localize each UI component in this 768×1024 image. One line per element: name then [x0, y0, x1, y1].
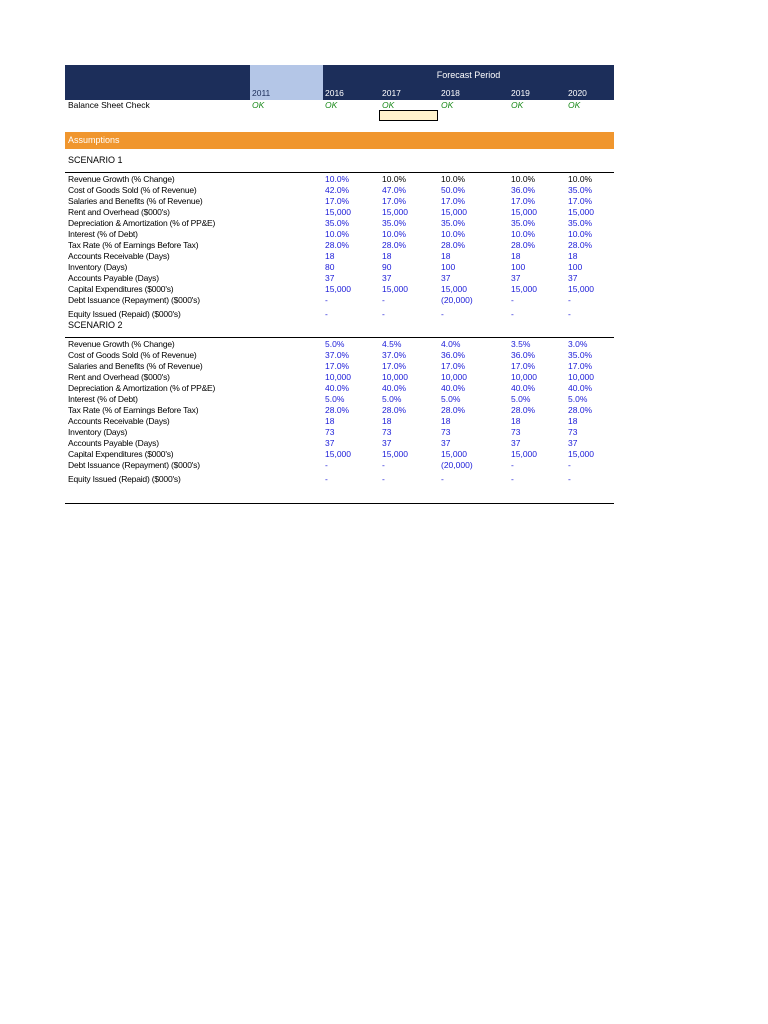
assumption-input-cell[interactable]: 15,000 [325, 284, 351, 294]
assumption-input-cell[interactable]: 18 [511, 251, 521, 261]
assumption-input-cell[interactable]: 73 [382, 427, 392, 437]
assumption-row [65, 474, 614, 485]
assumption-input-cell[interactable]: 47.0% [382, 185, 407, 195]
assumption-input-cell[interactable]: 5.0% [568, 394, 588, 404]
assumption-row [65, 361, 614, 372]
assumption-label: Revenue Growth (% Change) [68, 174, 175, 184]
assumption-input-cell[interactable]: 17.0% [382, 361, 407, 371]
assumption-input-cell[interactable]: 28.0% [325, 240, 350, 250]
assumption-input-cell[interactable]: - [568, 460, 571, 470]
scenario-divider [65, 172, 614, 173]
assumption-input-cell[interactable]: 15,000 [441, 449, 467, 459]
assumption-input-cell[interactable]: 3.5% [511, 339, 531, 349]
assumption-input-cell[interactable]: 15,000 [441, 207, 467, 217]
assumption-input-cell[interactable]: 15,000 [325, 449, 351, 459]
assumption-input-cell[interactable]: - [511, 309, 514, 319]
assumption-input-cell[interactable]: 37 [382, 273, 392, 283]
assumption-row [65, 273, 614, 284]
assumption-row [65, 438, 614, 449]
assumption-row [65, 383, 614, 394]
assumption-input-cell[interactable]: 35.0% [568, 218, 593, 228]
assumption-input-cell[interactable]: 28.0% [325, 405, 350, 415]
assumption-input-cell[interactable]: 100 [511, 262, 526, 272]
assumption-input-cell[interactable]: 15,000 [382, 284, 408, 294]
assumption-input-cell[interactable]: 28.0% [441, 405, 466, 415]
balance-sheet-check-label: Balance Sheet Check [68, 100, 150, 110]
assumption-row [65, 295, 614, 306]
assumption-input-cell[interactable]: 10.0% [325, 229, 350, 239]
assumption-label: Depreciation & Amortization (% of PP&E) [68, 218, 216, 228]
assumption-input-cell[interactable]: - [568, 474, 571, 484]
assumption-row [65, 339, 614, 350]
assumption-row [65, 427, 614, 438]
year-header: 2020 [568, 88, 587, 98]
assumption-label: Cost of Goods Sold (% of Revenue) [68, 350, 197, 360]
assumption-input-cell[interactable]: - [325, 474, 328, 484]
year-header: 2011 [252, 88, 271, 98]
scenario-divider [65, 337, 614, 338]
assumption-input-cell[interactable]: 17.0% [568, 196, 593, 206]
assumption-input-cell[interactable]: 37.0% [382, 350, 407, 360]
assumption-input-cell[interactable]: 28.0% [382, 240, 407, 250]
assumption-input-cell[interactable]: 37 [441, 438, 451, 448]
assumption-label: Accounts Payable (Days) [68, 438, 159, 448]
assumption-label: Capital Expenditures ($000's) [68, 284, 174, 294]
assumption-row [65, 416, 614, 427]
balance-check-status: OK [325, 100, 338, 110]
assumption-input-cell[interactable]: 50.0% [441, 185, 466, 195]
assumption-input-cell[interactable]: 40.0% [382, 383, 407, 393]
assumptions-label: Assumptions [68, 135, 120, 145]
assumption-input-cell[interactable]: 28.0% [511, 405, 536, 415]
assumption-input-cell[interactable]: 18 [511, 416, 521, 426]
assumption-input-cell[interactable]: 36.0% [511, 185, 536, 195]
assumption-input-cell[interactable]: (20,000) [441, 295, 473, 305]
assumption-input-cell[interactable]: 37 [568, 438, 578, 448]
assumption-label: Debt Issuance (Repayment) ($000's) [68, 460, 200, 470]
assumption-input-cell[interactable]: 15,000 [511, 449, 537, 459]
assumption-input-cell[interactable]: 100 [568, 262, 583, 272]
assumption-row [65, 394, 614, 405]
assumption-input-cell[interactable]: 73 [568, 427, 578, 437]
forecast-period-title: Forecast Period [436, 70, 501, 80]
assumption-input-cell[interactable]: 18 [382, 251, 392, 261]
assumption-input-cell[interactable]: 17.0% [441, 361, 466, 371]
assumption-label: Inventory (Days) [68, 427, 128, 437]
assumption-input-cell[interactable]: 10.0% [441, 174, 466, 184]
assumption-label: Depreciation & Amortization (% of PP&E) [68, 383, 216, 393]
year-header: 2016 [325, 88, 344, 98]
assumption-input-cell[interactable]: 36.0% [511, 350, 536, 360]
assumption-row [65, 196, 614, 207]
assumption-input-cell[interactable]: 18 [325, 416, 335, 426]
assumption-input-cell[interactable]: 28.0% [441, 240, 466, 250]
assumption-input-cell[interactable]: 28.0% [511, 240, 536, 250]
assumption-input-cell[interactable]: 15,000 [382, 449, 408, 459]
assumption-input-cell[interactable]: - [325, 460, 328, 470]
assumption-label: Interest (% of Debt) [68, 229, 138, 239]
assumption-input-cell[interactable]: 15,000 [511, 207, 537, 217]
assumption-label: Tax Rate (% of Earnings Before Tax) [68, 405, 199, 415]
assumption-label: Accounts Payable (Days) [68, 273, 159, 283]
assumption-label: Rent and Overhead ($000's) [68, 207, 170, 217]
assumption-input-cell[interactable]: 37 [511, 438, 521, 448]
assumption-row [65, 309, 614, 320]
assumption-input-cell[interactable]: 18 [441, 251, 451, 261]
assumptions-bar [65, 132, 614, 149]
assumption-label: Rent and Overhead ($000's) [68, 372, 170, 382]
assumption-input-cell[interactable]: 10,000 [325, 372, 351, 382]
assumption-input-cell[interactable]: 28.0% [382, 405, 407, 415]
assumption-input-cell[interactable]: 35.0% [325, 218, 350, 228]
assumption-input-cell[interactable]: 35.0% [568, 350, 593, 360]
assumption-input-cell[interactable]: 18 [568, 251, 578, 261]
balance-check-status: OK [382, 100, 395, 110]
assumption-input-cell[interactable]: 18 [441, 416, 451, 426]
assumption-input-cell[interactable]: 5.0% [325, 339, 345, 349]
assumption-input-cell[interactable]: 28.0% [568, 405, 593, 415]
assumption-input-cell[interactable]: 37 [382, 438, 392, 448]
scenario-title: SCENARIO 1 [68, 155, 123, 165]
assumption-input-cell[interactable]: 10.0% [568, 174, 593, 184]
assumption-input-cell[interactable]: 37 [325, 438, 335, 448]
assumption-input-cell[interactable]: 100 [441, 262, 456, 272]
assumption-input-cell[interactable]: 4.5% [382, 339, 402, 349]
assumption-input-cell[interactable]: 35.0% [568, 185, 593, 195]
assumption-input-cell[interactable]: - [568, 309, 571, 319]
assumption-label: Accounts Receivable (Days) [68, 416, 170, 426]
assumption-label: Debt Issuance (Repayment) ($000's) [68, 295, 200, 305]
assumption-label: Tax Rate (% of Earnings Before Tax) [68, 240, 199, 250]
year-header: 2017 [382, 88, 401, 98]
assumption-input-cell[interactable]: 10,000 [568, 372, 594, 382]
assumption-row [65, 229, 614, 240]
assumption-input-cell[interactable]: (20,000) [441, 460, 473, 470]
assumption-input-cell[interactable]: 10.0% [568, 229, 593, 239]
assumption-row [65, 240, 614, 251]
assumption-input-cell[interactable]: 10.0% [382, 174, 407, 184]
year-header: 2018 [441, 88, 460, 98]
balance-check-status: OK [568, 100, 581, 110]
assumption-input-cell[interactable]: 10.0% [325, 174, 350, 184]
assumption-input-cell[interactable]: 5.0% [382, 394, 402, 404]
assumption-input-cell[interactable]: 5.0% [511, 394, 531, 404]
assumption-input-cell[interactable]: 36.0% [441, 350, 466, 360]
scenario-selector-cell[interactable] [379, 110, 438, 121]
assumption-input-cell[interactable]: - [382, 295, 385, 305]
assumption-row [65, 460, 614, 471]
assumption-input-cell[interactable]: 10.0% [511, 229, 536, 239]
assumption-input-cell[interactable]: 40.0% [568, 383, 593, 393]
assumption-input-cell[interactable]: 5.0% [325, 394, 345, 404]
assumption-input-cell[interactable]: - [325, 309, 328, 319]
assumption-input-cell[interactable]: 90 [382, 262, 392, 272]
assumption-input-cell[interactable]: 35.0% [382, 218, 407, 228]
assumption-input-cell[interactable]: 10.0% [511, 174, 536, 184]
assumption-input-cell[interactable]: 28.0% [568, 240, 593, 250]
assumption-input-cell[interactable]: 42.0% [325, 185, 350, 195]
assumption-input-cell[interactable]: 37 [441, 273, 451, 283]
assumption-label: Salaries and Benefits (% of Revenue) [68, 196, 203, 206]
assumption-row [65, 218, 614, 229]
assumption-input-cell[interactable]: 10,000 [441, 372, 467, 382]
assumption-label: Capital Expenditures ($000's) [68, 449, 174, 459]
assumption-label: Inventory (Days) [68, 262, 128, 272]
scenario-title: SCENARIO 2 [68, 320, 123, 330]
assumption-input-cell[interactable]: 17.0% [568, 361, 593, 371]
assumption-input-cell[interactable]: 40.0% [511, 383, 536, 393]
assumption-row [65, 262, 614, 273]
bottom-divider [65, 503, 614, 504]
assumption-input-cell[interactable]: 15,000 [441, 284, 467, 294]
assumption-input-cell[interactable]: 15,000 [382, 207, 408, 217]
assumption-input-cell[interactable]: 35.0% [441, 218, 466, 228]
assumption-row [65, 449, 614, 460]
assumption-label: Interest (% of Debt) [68, 394, 138, 404]
assumption-input-cell[interactable]: 73 [441, 427, 451, 437]
assumption-input-cell[interactable]: 18 [382, 416, 392, 426]
assumption-label: Accounts Receivable (Days) [68, 251, 170, 261]
assumption-input-cell[interactable]: - [511, 460, 514, 470]
assumption-input-cell[interactable]: 10.0% [382, 229, 407, 239]
assumption-input-cell[interactable]: 80 [325, 262, 335, 272]
assumption-input-cell[interactable]: - [441, 474, 444, 484]
assumption-input-cell[interactable]: 17.0% [325, 196, 350, 206]
assumption-row [65, 185, 614, 196]
balance-check-status: OK [511, 100, 524, 110]
assumption-input-cell[interactable]: 37.0% [325, 350, 350, 360]
assumption-input-cell[interactable]: 15,000 [568, 207, 594, 217]
assumption-input-cell[interactable]: 4.0% [441, 339, 461, 349]
assumption-input-cell[interactable]: 3.0% [568, 339, 588, 349]
assumption-label: Cost of Goods Sold (% of Revenue) [68, 185, 197, 195]
assumption-label: Equity Issued (Repaid) ($000's) [68, 309, 181, 319]
balance-check-status: OK [252, 100, 265, 110]
assumption-row [65, 174, 614, 185]
assumption-input-cell[interactable]: 15,000 [568, 449, 594, 459]
assumption-row [65, 405, 614, 416]
assumption-row [65, 251, 614, 262]
assumption-input-cell[interactable]: - [511, 474, 514, 484]
assumption-input-cell[interactable]: - [325, 295, 328, 305]
assumption-input-cell[interactable]: 10,000 [511, 372, 537, 382]
assumption-input-cell[interactable]: 5.0% [441, 394, 461, 404]
assumption-input-cell[interactable]: 17.0% [325, 361, 350, 371]
assumption-input-cell[interactable]: 73 [325, 427, 335, 437]
assumption-row [65, 207, 614, 218]
assumption-row [65, 372, 614, 383]
assumption-input-cell[interactable]: - [382, 474, 385, 484]
assumption-input-cell[interactable]: 40.0% [441, 383, 466, 393]
assumption-input-cell[interactable]: 35.0% [511, 218, 536, 228]
assumption-input-cell[interactable]: 17.0% [382, 196, 407, 206]
assumption-label: Equity Issued (Repaid) ($000's) [68, 474, 181, 484]
assumption-input-cell[interactable]: 15,000 [511, 284, 537, 294]
assumption-input-cell[interactable]: 15,000 [568, 284, 594, 294]
assumption-input-cell[interactable]: 37 [325, 273, 335, 283]
year-header: 2019 [511, 88, 530, 98]
assumption-input-cell[interactable]: 17.0% [511, 361, 536, 371]
assumption-input-cell[interactable]: 37 [568, 273, 578, 283]
assumption-row [65, 350, 614, 361]
assumption-input-cell[interactable]: 10,000 [382, 372, 408, 382]
assumption-input-cell[interactable]: - [441, 309, 444, 319]
assumption-label: Revenue Growth (% Change) [68, 339, 175, 349]
assumption-input-cell[interactable]: 73 [511, 427, 521, 437]
assumption-input-cell[interactable]: 18 [568, 416, 578, 426]
balance-check-status: OK [441, 100, 454, 110]
assumption-label: Salaries and Benefits (% of Revenue) [68, 361, 203, 371]
assumption-input-cell[interactable]: 40.0% [325, 383, 350, 393]
assumption-input-cell[interactable]: - [382, 460, 385, 470]
assumption-input-cell[interactable]: 10.0% [441, 229, 466, 239]
assumption-input-cell[interactable]: - [568, 295, 571, 305]
assumption-row [65, 284, 614, 295]
assumption-input-cell[interactable]: - [511, 295, 514, 305]
assumption-input-cell[interactable]: 18 [325, 251, 335, 261]
assumption-input-cell[interactable]: - [382, 309, 385, 319]
assumption-input-cell[interactable]: 15,000 [325, 207, 351, 217]
assumption-input-cell[interactable]: 37 [511, 273, 521, 283]
assumption-input-cell[interactable]: 17.0% [441, 196, 466, 206]
assumption-input-cell[interactable]: 17.0% [511, 196, 536, 206]
